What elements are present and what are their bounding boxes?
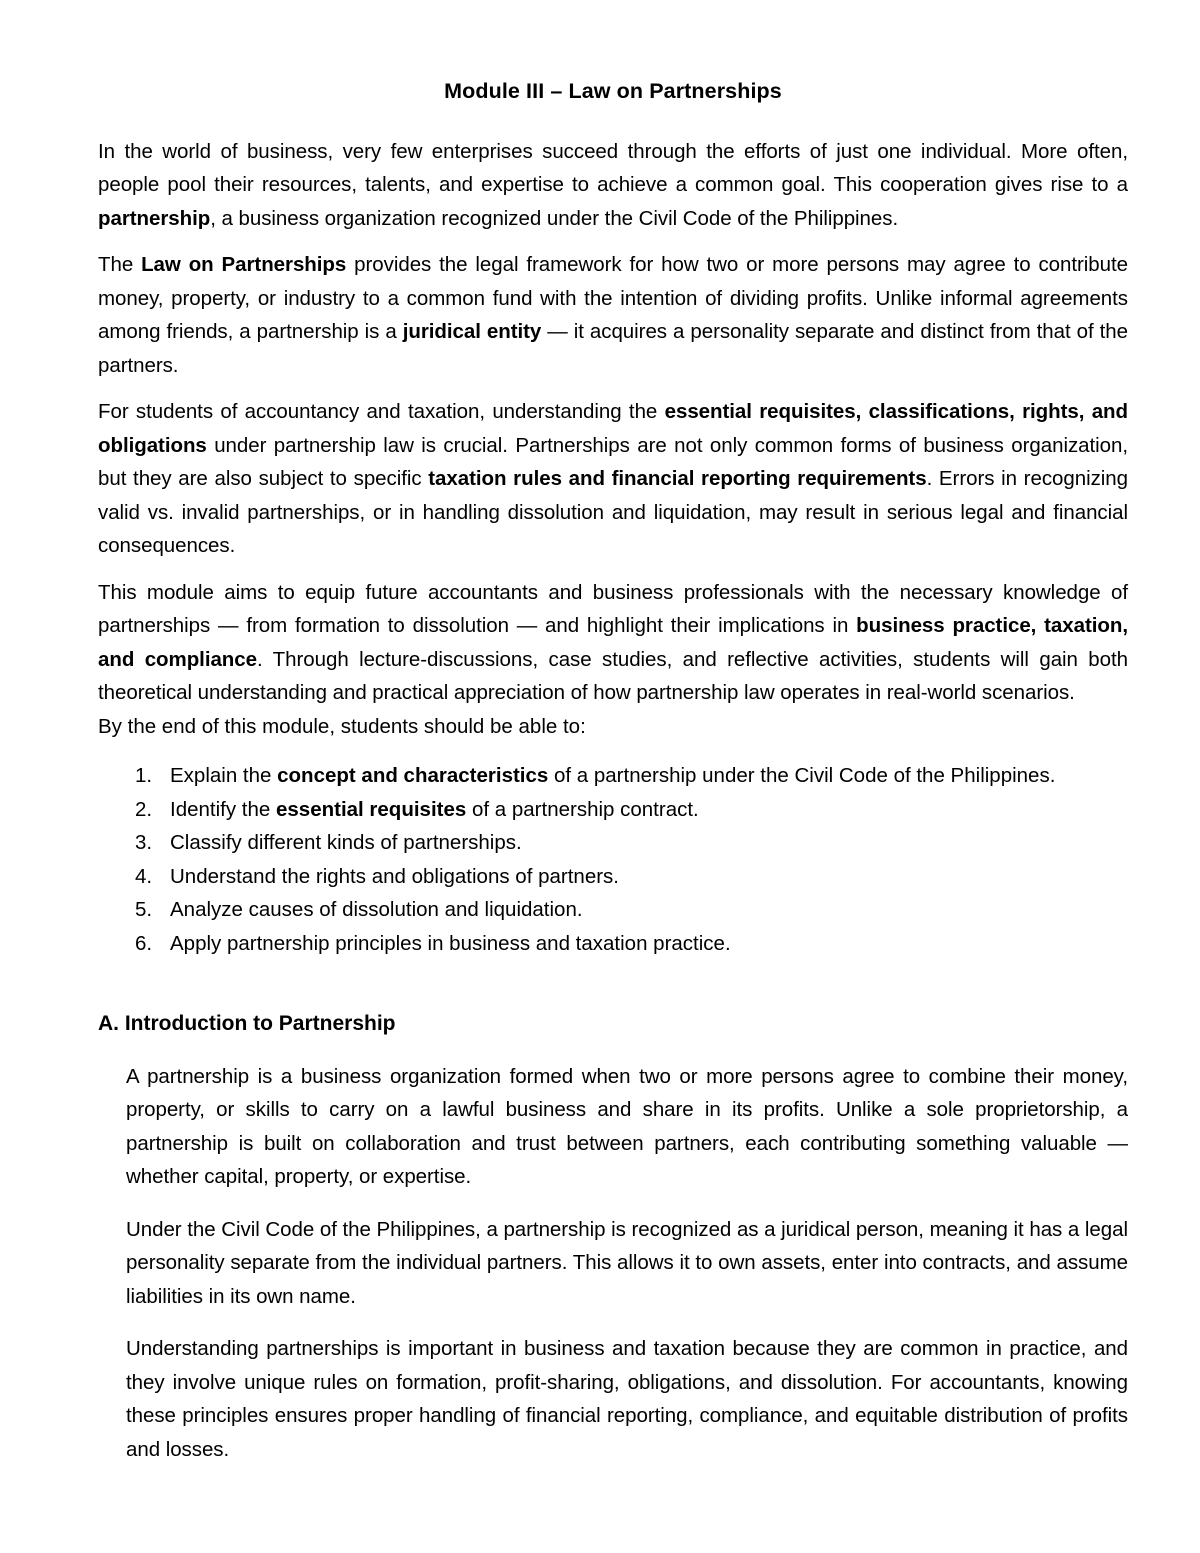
list-item xyxy=(170,826,1128,860)
body-text: , a business organization recognized under the Civil Code of the Philippines. xyxy=(210,206,899,230)
body-text: The xyxy=(98,253,142,277)
emphasis-text: taxation rules and financial reporting requirements xyxy=(428,467,927,491)
paragraph xyxy=(126,1213,1128,1314)
body-text: — it acquires a personality separate and distinct from that of the partners. xyxy=(98,320,1128,377)
body-text: Classify different kinds of partnerships. xyxy=(170,831,522,855)
emphasis-text: concept and characteristics xyxy=(277,764,549,788)
section-a-body xyxy=(98,1060,1128,1467)
body-text: For students of accountancy and taxation, understanding the xyxy=(98,400,665,424)
emphasis-text: essential requisites, classifications, rights, and obligations xyxy=(98,400,1128,457)
list-item xyxy=(170,860,1128,894)
body-text: of a partnership under the Civil Code of the Philippines. xyxy=(548,764,1056,788)
paragraph xyxy=(98,395,1128,563)
page-title: Module III – Law on Partnerships xyxy=(444,79,782,103)
list-item xyxy=(170,759,1128,793)
body-text: Understand the rights and obligations of partners. xyxy=(170,864,619,888)
intro-paragraphs xyxy=(98,135,1128,710)
body-text: Identify the xyxy=(170,797,276,821)
emphasis-text: partnership xyxy=(98,206,211,230)
list-item xyxy=(170,893,1128,927)
emphasis-text: Law on Partnerships xyxy=(141,253,347,277)
body-text: under partnership law is crucial. Partnerships are not only common forms of business organization, but they are also subject to specific xyxy=(98,433,1128,491)
paragraph xyxy=(98,135,1128,236)
body-text: . Through lecture-discussions, case studies, and reflective activities, students will gain both theoretical understanding and practical appreciation of how partnership law operates in real-world scenarios. xyxy=(98,647,1128,705)
body-text: Apply partnership principles in business and taxation practice. xyxy=(170,931,731,955)
body-text: of a partnership contract. xyxy=(466,797,699,821)
list-item xyxy=(170,793,1128,827)
body-text: Explain the xyxy=(170,764,278,788)
section-heading-a: A. Introduction to Partnership xyxy=(98,1012,396,1036)
body-text: Analyze causes of dissolution and liquidation. xyxy=(170,898,583,922)
body-text: Understanding partnerships is important in business and taxation because they are common in practice, and they involve unique rules on formation, profit-sharing, obligations, and dissolution. For accountants, knowing these principles ensures proper handling of financial reporting, compliance, and equitable distribution of profits and losses. xyxy=(126,1337,1128,1461)
objectives-lead-in: By the end of this module, students should be able to: xyxy=(98,714,586,738)
learning-objectives-list xyxy=(98,759,1128,960)
paragraph xyxy=(126,1332,1128,1466)
emphasis-text: essential requisites xyxy=(275,797,467,821)
emphasis-text: juridical entity xyxy=(402,320,542,344)
list-item xyxy=(170,927,1128,961)
paragraph xyxy=(126,1060,1128,1194)
body-text: . Errors in recognizing valid vs. invalid partnerships, or in handling dissolution and liquidation, may result in serious legal and financial consequences. xyxy=(98,467,1128,558)
body-text: In the world of business, very few enterprises succeed through the efforts of just one individual. More often, people pool their resources, talents, and expertise to achieve a common goal. This cooperation gives rise to a xyxy=(98,139,1128,197)
body-text: A partnership is a business organization formed when two or more persons agree to combine their money, property, or skills to carry on a lawful business and share in its profits. Unlike a sole proprietorship, a partnership is built on collaboration and trust between partners, each contributing something valuable — whether capital, property, or expertise. xyxy=(126,1064,1128,1189)
paragraph xyxy=(98,248,1128,382)
body-text: This module aims to equip future accountants and business professionals with the necessary knowledge of partnerships — from formation to dissolution — and highlight their implications in xyxy=(98,580,1128,638)
emphasis-text: business practice, taxation, and compliance xyxy=(98,614,1128,671)
body-text: provides the legal framework for how two or more persons may agree to contribute money, property, or industry to a common fund with the intention of dividing profits. Unlike informal agreements among friends, a partnership is a xyxy=(98,253,1128,344)
paragraph xyxy=(98,576,1128,710)
body-text: Under the Civil Code of the Philippines, a partnership is recognized as a juridical person, meaning it has a legal personality separate from the individual partners. This allows it to own assets, enter into contracts, and assume liabilities in its own name. xyxy=(126,1217,1128,1308)
document-content xyxy=(98,78,1128,1466)
